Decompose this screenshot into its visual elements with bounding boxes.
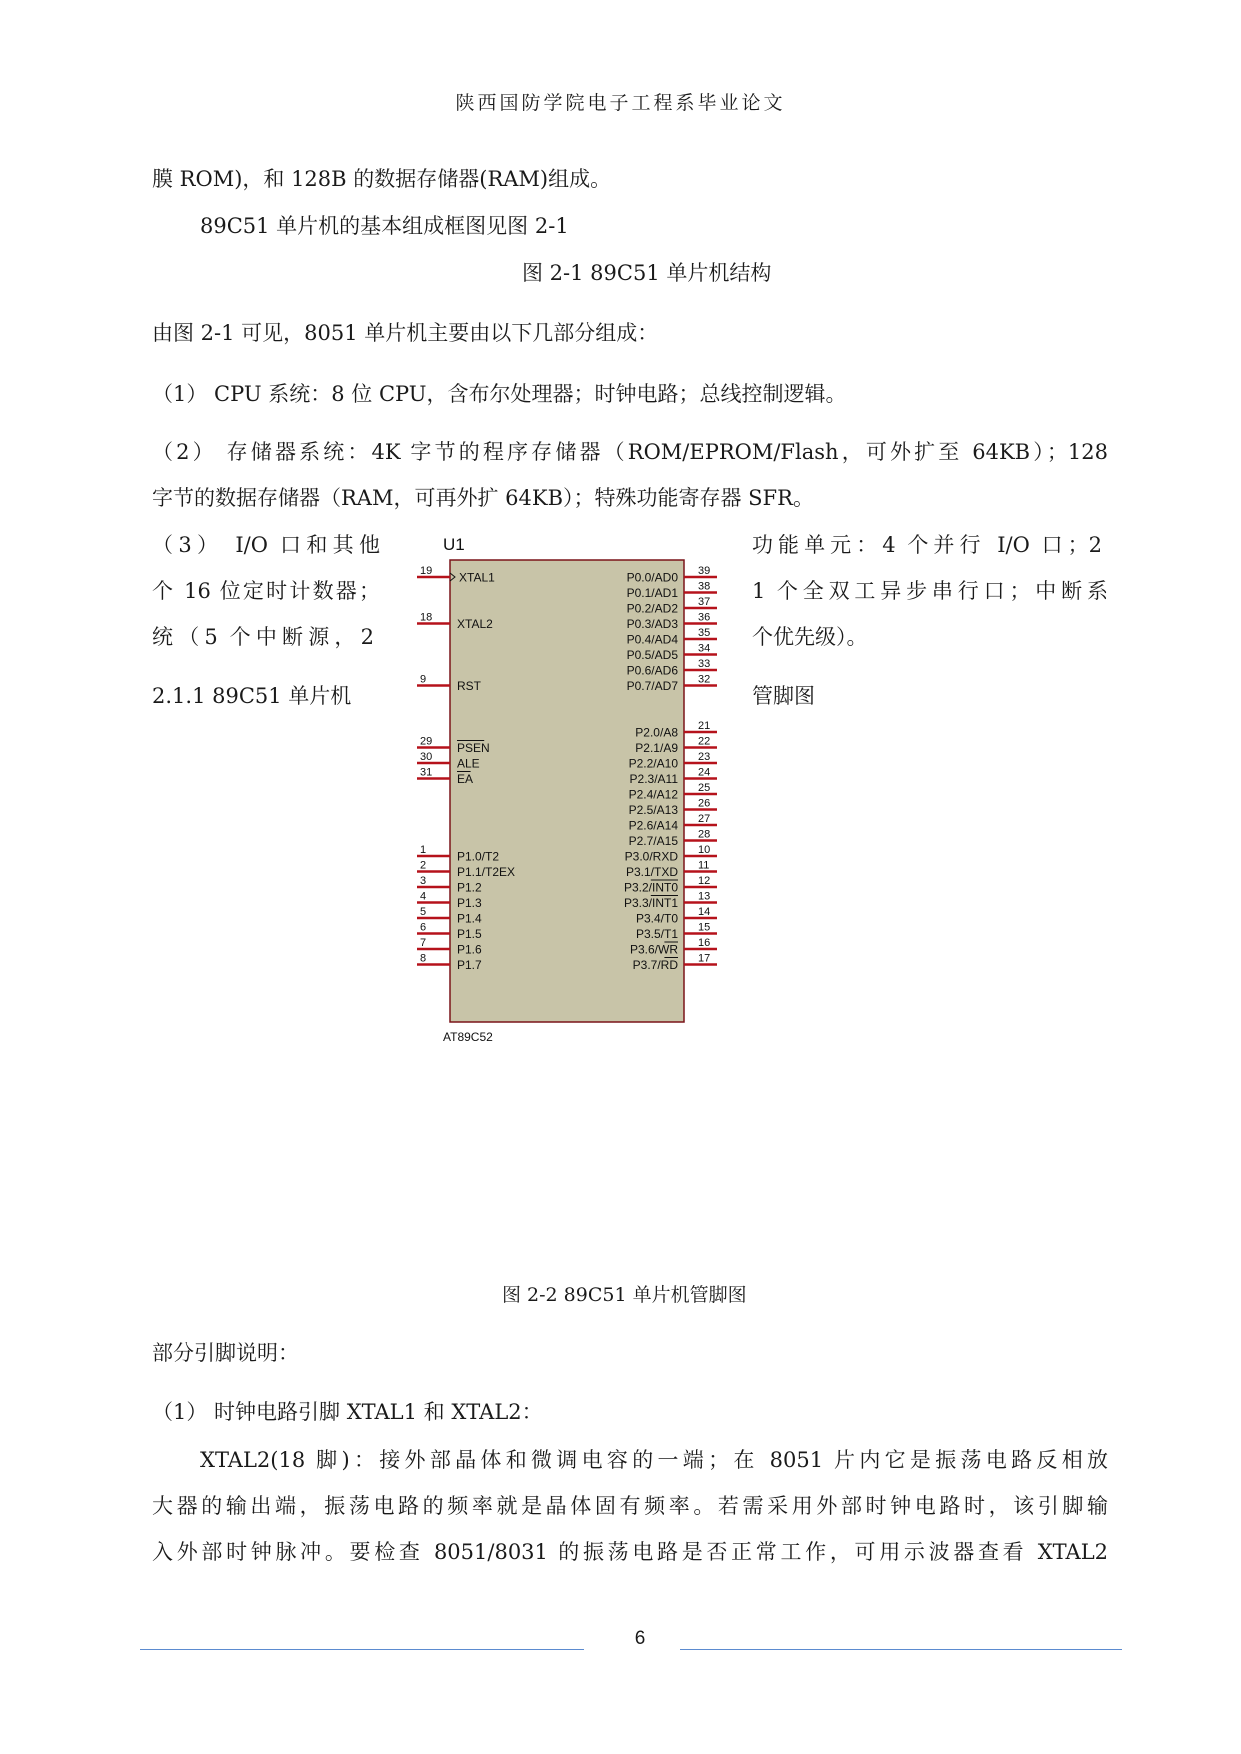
pin-name: P0.2/AD2 <box>626 601 678 616</box>
pin-name: P2.3/A11 <box>629 772 678 786</box>
pin-name: P1.2 <box>457 880 482 895</box>
pin-name: P3.3/INT1 <box>623 896 678 910</box>
list-item: （3） I/O 口和其他 <box>152 533 380 557</box>
section-heading: 2.1.1 89C51 单片机 <box>152 684 352 708</box>
pin-number: 17 <box>698 952 711 965</box>
pin-number: 23 <box>698 751 711 763</box>
section-heading: 管脚图 <box>752 684 815 708</box>
pin-number: 27 <box>698 813 711 825</box>
list-item: （1） 时钟电路引脚 XTAL1 和 XTAL2： <box>152 1400 543 1424</box>
pin-number: 6 <box>420 921 427 934</box>
pin-number: 35 <box>698 627 711 639</box>
pin-number: 16 <box>698 937 711 949</box>
pin-name: P2.5/A13 <box>628 803 678 817</box>
pin-name: P2.1/A9 <box>635 741 678 755</box>
right-pin-group <box>624 565 717 972</box>
pin-name: P1.4 <box>457 911 482 926</box>
pin-number: 34 <box>698 642 711 655</box>
pin-number: 7 <box>420 937 427 949</box>
chip-pinout-diagram <box>395 530 735 1050</box>
pin-name: P0.4/AD4 <box>626 632 678 647</box>
pin-name: P2.7/A15 <box>628 834 678 848</box>
pin-name: XTAL2 <box>457 617 493 631</box>
pin-number: 25 <box>698 782 711 794</box>
pin-number: 24 <box>698 766 711 779</box>
pin-number: 2 <box>420 859 427 872</box>
pin-number: 30 <box>420 751 433 763</box>
pin-name: P3.4/T0 <box>635 911 678 926</box>
paragraph-line: 字节的数据存储器（RAM，可再外扩 64KB）；特殊功能寄存器 SFR。 <box>152 486 814 510</box>
pin-number: 36 <box>698 611 711 624</box>
pin-name: P3.5/T1 <box>635 927 678 941</box>
pin-number: 22 <box>698 735 711 748</box>
pin-number: 29 <box>420 735 433 748</box>
pin-name: P0.1/AD1 <box>626 586 678 600</box>
pin-number: 8 <box>420 952 427 965</box>
chip-reference: U1 <box>443 535 465 554</box>
footer-rule-right <box>680 1649 1122 1650</box>
pin-name: P1.3 <box>457 896 482 910</box>
pin-number: 13 <box>698 890 711 903</box>
pin-name: P3.0/RXD <box>624 849 678 864</box>
paragraph-line: 大器的输出端，振荡电路的频率就是晶体固有频率。若需采用外部时钟电路时，该引脚输 <box>152 1494 1108 1518</box>
paragraph-line: 89C51 单片机的基本组成框图见图 2-1 <box>200 214 569 238</box>
pin-name: P0.6/AD6 <box>626 663 678 678</box>
pin-number: 21 <box>698 720 711 732</box>
page-number: 6 <box>634 1628 646 1649</box>
chip-part-number: AT89C52 <box>443 1030 493 1044</box>
pin-name: PSEN <box>457 741 490 755</box>
pin-number: 5 <box>420 906 427 918</box>
pin-name: P1.0/T2 <box>457 849 500 864</box>
pin-number: 4 <box>420 890 427 903</box>
paragraph-line: 1 个全双工异步串行口；中断系 <box>752 579 1108 603</box>
pin-number: 11 <box>698 859 710 872</box>
list-item: （1） CPU 系统：8 位 CPU，含布尔处理器；时钟电路；总线控制逻辑。 <box>152 382 847 406</box>
pin-name: P0.0/AD0 <box>626 570 678 585</box>
pin-name: P3.1/TXD <box>625 865 678 879</box>
pin-name: P1.1/T2EX <box>457 865 516 879</box>
pin-name: P2.0/A8 <box>635 725 678 740</box>
pin-number: 37 <box>698 596 711 608</box>
running-header: 陕西国防学院电子工程系毕业论文 <box>455 92 786 114</box>
pin-number: 14 <box>698 906 711 918</box>
footer-rule-left <box>140 1649 584 1650</box>
pin-number: 9 <box>420 673 427 686</box>
paragraph-line: 个优先级）。 <box>752 625 868 649</box>
pin-number: 39 <box>698 565 711 577</box>
pin-name: P1.6 <box>457 942 482 957</box>
pin-number: 26 <box>698 797 711 810</box>
paragraph-line: 个 16 位定时计数器； <box>152 579 380 603</box>
pin-name: P2.4/A12 <box>628 787 678 802</box>
pin-name: P3.7/RD <box>632 958 678 972</box>
figure-caption: 图 2-1 89C51 单片机结构 <box>522 261 772 285</box>
pin-number: 15 <box>698 921 711 934</box>
paragraph-line: XTAL2(18 脚)：接外部晶体和微调电容的一端；在 8051 片内它是振荡电路反相放 <box>200 1448 1108 1472</box>
pin-number: 38 <box>698 580 711 593</box>
pin-number: 28 <box>698 828 711 841</box>
pin-name: XTAL1 <box>459 570 495 585</box>
pin-name: P3.6/WR <box>629 942 678 957</box>
pin-name: P2.2/A10 <box>628 756 678 771</box>
pin-name: RST <box>457 679 481 693</box>
pin-number: 3 <box>420 875 427 887</box>
pin-number: 32 <box>698 673 711 686</box>
pin-number: 1 <box>420 844 427 856</box>
pin-name: P0.7/AD7 <box>626 679 678 693</box>
pin-name: P0.3/AD3 <box>626 617 678 631</box>
figure-caption: 图 2-2 89C51 单片机管脚图 <box>502 1284 747 1306</box>
paragraph-line: 统（5 个中断源，2 <box>152 625 374 649</box>
pin-name: P0.5/AD5 <box>626 648 678 662</box>
paragraph-line: 部分引脚说明： <box>152 1341 299 1365</box>
pin-name: EA <box>457 772 474 786</box>
paragraph-line: 膜 ROM)，和 128B 的数据存储器(RAM)组成。 <box>152 167 612 191</box>
pin-number: 33 <box>698 658 711 670</box>
pin-number: 12 <box>698 875 711 887</box>
paragraph-line: 入外部时钟脉冲。要检查 8051/8031 的振荡电路是否正常工作，可用示波器查看 XTAL2 <box>152 1540 1108 1564</box>
pin-number: 10 <box>698 844 711 856</box>
pin-name: ALE <box>457 756 480 771</box>
pin-name: P3.2/INT0 <box>623 880 678 895</box>
pin-name: P2.6/A14 <box>628 818 678 833</box>
pin-name: P1.7 <box>457 958 482 972</box>
pin-number: 19 <box>420 565 433 577</box>
paragraph-line: 由图 2-1 可见，8051 单片机主要由以下几部分组成： <box>152 321 659 345</box>
pin-number: 31 <box>420 766 433 779</box>
list-item: （2） 存储器系统：4K 字节的程序存储器（ROM/EPROM/Flash，可外扩至 64KB）；128 <box>152 440 1108 464</box>
paragraph-line: 功能单元：4 个并行 I/O 口；2 <box>752 533 1102 557</box>
pin-number: 18 <box>420 611 433 624</box>
pin-name: P1.5 <box>457 927 482 941</box>
